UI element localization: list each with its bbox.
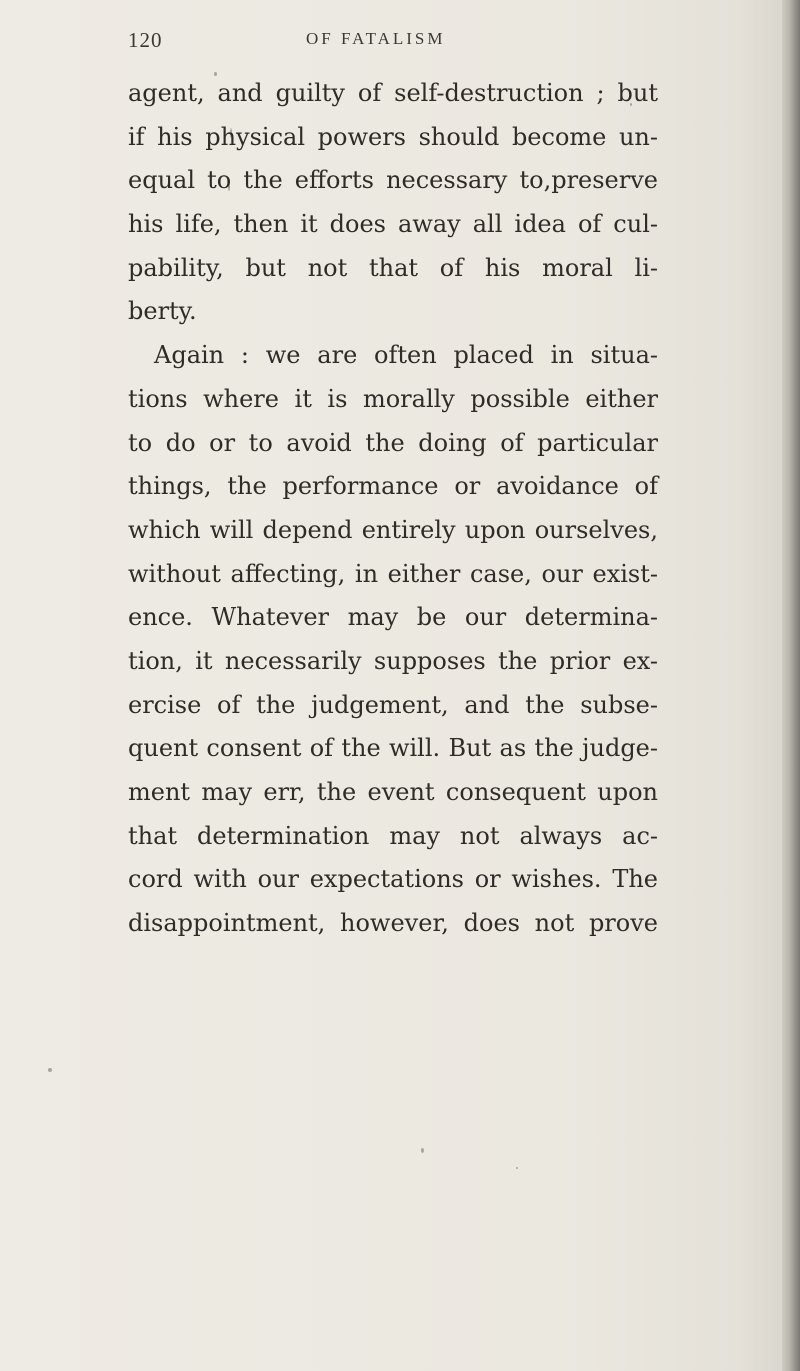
text-line: quent consent of the will. But as the judge- [128,734,658,763]
text-line: ment may err, the event consequent upon [128,778,658,806]
paper-speck [516,1167,518,1169]
page-header [0,28,800,68]
text-line: agent, and guilty of self-destruction ; but [128,79,658,107]
paper-speck [421,1148,424,1153]
text-line: cord with our expectations or wishes. The [128,865,658,894]
text-line: pability, but not that of his moral li- [128,253,658,282]
text-line: ence. Whatever may be our determina- [128,603,658,632]
text-line: things, the performance or avoidance of [128,472,658,501]
paper-speck [48,1068,52,1072]
text-line: his life, then it does away all idea of cul- [128,210,658,239]
text-line: if his physical powers should become un- [128,122,658,151]
text-line: without affecting, in either case, our exist- [128,559,658,588]
text-line: Again : we are often placed in situa- [154,341,658,370]
page-number: 120 [128,28,163,52]
text-line: that determination may not always ac- [128,821,658,850]
text-line: berty. [128,297,197,326]
text-line: tions where it is morally possible either [128,384,658,413]
text-line: which will depend entirely upon ourselves, [128,515,658,544]
text-line: to do or to avoid the doing of particular [128,428,658,457]
text-line: disappointment, however, does not prove [128,909,658,938]
body-text [128,72,658,946]
page-edge-shadow [782,0,800,1371]
text-line: tion, it necessarily supposes the prior ex- [128,646,658,675]
text-line: equal to the efforts necessary to,preserve [128,166,658,195]
text-line: ercise of the judgement, and the subse- [128,690,658,719]
running-head: OF FATALISM [306,29,446,48]
